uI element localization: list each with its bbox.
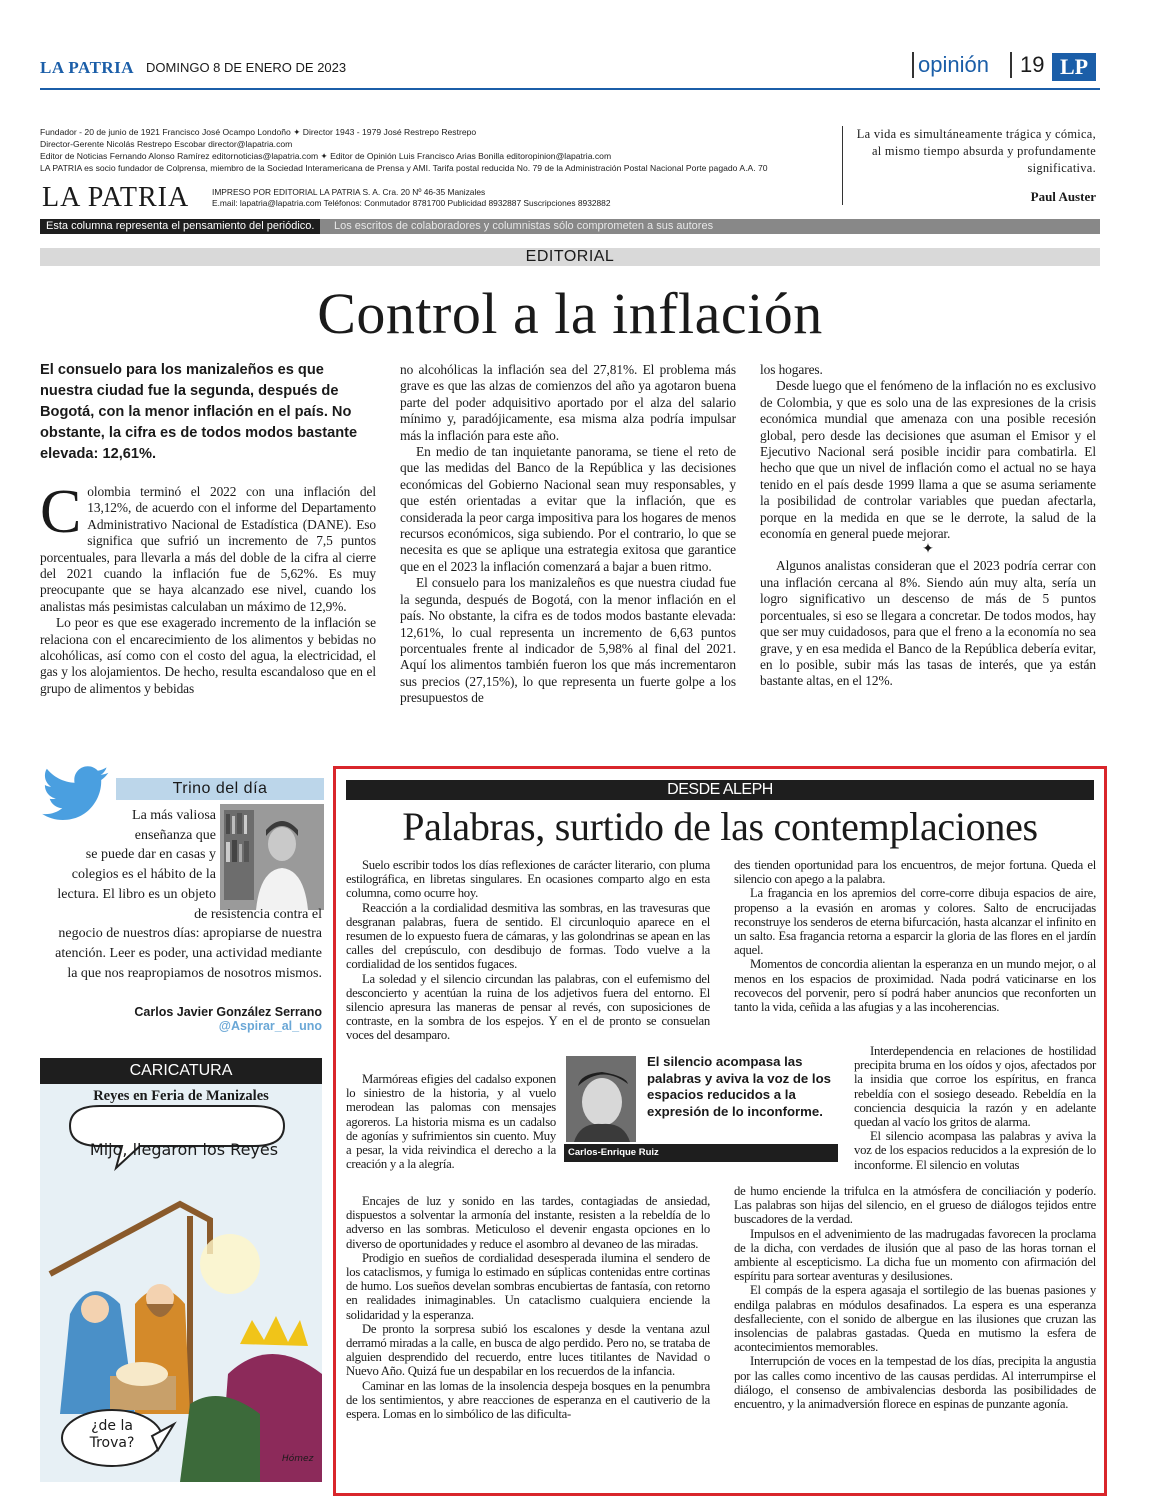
- columnist-photo: [566, 1056, 636, 1142]
- disclaimer-left: Esta columna representa el pensamiento del periódico.: [40, 219, 320, 234]
- paragraph: Prodigio en sueños de cordialidad desesperada ilumina el sendero de los cataclismos, y fumiga lo estimado en súplicas contenidas entre cortinas de humo. Los sueños develan sombras encubiertas de fantasía, con retorno en realidades inimaginables. Un cataclismo cualquiera enciende la solidaridad y la esperanza.: [346, 1250, 710, 1322]
- paragraph: Reacción a la cordialidad desmitiva las sombras, en las travesuras que desgranan palabras, fuera de sentido. El circunloquio aparece en el resumen de lo expuesto fuera de cámaras, y las golondrinas se apean en las calles del crepúsculo, con desdibujo de formas. Todo vuelve a la cordialidad de los sentidos fugaces.: [346, 900, 710, 972]
- aleph-column-1-lower: [346, 1194, 710, 1421]
- trino-text: [40, 806, 322, 983]
- aleph-title: Palabras, surtido de las contemplaciones: [402, 804, 1038, 849]
- paragraph: Desde luego que el fenómeno de la inflación no es exclusivo de Colombia, y que es solo una de las expresiones de la crisis económica mundial que amenaza con una posible recesión global, pero desde las decisiones que asuman el Emisor y el Ejecutivo Nacional será posible incidir para combatirla. El hecho que que un nivel de inflación como el actual no se haya tenido en el país desde 1999 llama a que se asuma seriamente la posibilidad de controlar variables que puedan afectarla, porque en la medida en que se le derrote, la salud de la economía en general puede mejorar.: [760, 378, 1096, 542]
- aleph-column-2-lower: [734, 1184, 1096, 1411]
- trino-line: La más valiosa: [132, 808, 216, 823]
- aleph-column-1: [346, 858, 710, 1043]
- quote-author: Paul Auster: [1030, 189, 1096, 204]
- paragraph: El silencio acompasa las palabras y aviva la voz de los espacios reducidos a la expresión de lo inconforme. El silencio en volutas: [854, 1129, 1096, 1172]
- editorial-title: Control a la inflación: [317, 281, 823, 346]
- masthead-logo: LA PATRIA: [40, 58, 135, 77]
- trino-line: de resistencia contra el: [194, 906, 322, 922]
- drop-cap: C: [40, 478, 82, 546]
- editorial-column-3: [760, 362, 1096, 690]
- editorial-column-2: [400, 362, 736, 707]
- trino-label: Trino del día: [172, 780, 268, 797]
- paragraph: Impulsos en el advenimiento de las madrugadas favorecen la proclama de la dicha, con verdades de ilusión que al paso de las horas tornan el ambiente al escepticismo. La dicha fue un momento con afirmación del espíritu para sortear aventuras y desilusiones.: [734, 1226, 1096, 1284]
- cartoon-speech-2: ¿de la Trova?: [89, 1418, 135, 1451]
- aleph-label: DESDE ALEPH: [667, 781, 773, 798]
- paragraph: En medio de tan inquietante panorama, se tiene el reto de que las medidas del Banco de la República y las decisiones económicas del Gobierno Nacional sean muy responsables, y que estén orientadas a evitar que la inflación, que es considerada la peor carga impositiva para los hogares de menos recursos económicos, siga subiendo. Por el contrario, lo que se necesita es que se aplique una estrategia exitosa que garantice que en el 2023 la inflación comenzará a bajar a buen ritmo.: [400, 444, 736, 574]
- author-byline: Carlos-Enrique Ruiz: [568, 1147, 659, 1158]
- paragraph: Suelo escribir todos los días reflexiones de carácter literario, con pluma estilográfica, en libretas singulares. En ocasiones comparto algo en esta columna, como ocurre hoy.: [346, 858, 710, 901]
- header-rule: [40, 88, 1100, 90]
- paragraph: Caminar en las lomas de la insolencia despeja bosques en la penumbra de los sentimientos, y abre reacciones de esperanza en el cautiverio de la espera. Lomas en lo simbólico de las dificulta-: [346, 1378, 710, 1422]
- paragraph: La fragancia en los apremios del corre-corre dibuja espacios de aire, propenso a la evasión en aromas y colores. Salto de encrucijadas reconstruye los senderos de eterna bifurcación, hasta alcanzar el infinito en un salto. Esa fragancia retorna a esparcir la gloria de las flores en el jardín aquel.: [734, 886, 1096, 958]
- paragraph: El compás de la espera agasaja el sortilegio de las buenas pasiones y endilga palabras en módulos desafinados. La espera es una esperanza desfalleciente, con el sonido de albergue en las ilusiones que cruzan las insolencias de palabras gastadas. Queda en mutismo la esfera de acontecimientos memorables.: [734, 1283, 1096, 1355]
- paragraph: Interdependencia en relaciones de hostilidad precipita bruma en los oídos y ojos, afectados por la insidia que corroe los espíritus, en franca rebeldía con el sosiego deseado. Rebeldía en la conciencia desquicia la razón y en adelante quedan al vacío los gritos de alarma.: [854, 1044, 1096, 1130]
- trino-line: colegios es el hábito de la: [71, 867, 216, 883]
- trino-handle[interactable]: @Aspirar_al_uno: [218, 1019, 322, 1033]
- issue-date: DOMINGO 8 DE ENERO DE 2023: [146, 60, 347, 75]
- disclaimer-right: Los escritos de colaboradores y columnistas sólo comprometen a sus autores: [334, 220, 714, 232]
- staff-line: Editor de Noticias Fernando Alonso Ramírez editornoticias@lapatria.com ✦ Editor de Opinión Luis Francisco Arias Bonilla editoropinion@lapatria.com: [40, 151, 612, 161]
- trino-author: Carlos Javier González Serrano: [134, 1005, 322, 1019]
- newspaper-logo: LA PATRIA: [42, 182, 190, 213]
- cartoon-speech-1: Mijo, llegaron los Reyes: [89, 1140, 279, 1159]
- editorial-label: EDITORIAL: [525, 248, 615, 265]
- staff-line: LA PATRIA es socio fundador de Colprensa, miembro de la Sociedad Interamericana de Prensa y AMI. Tarifa postal reducida No. 79 de la Administración Postal Nacional Porte pagado A.A. 70: [40, 163, 768, 173]
- cartoon-signature: Hómez: [282, 1454, 314, 1464]
- aleph-column-2-narrow: [854, 1044, 1096, 1172]
- trino-line: enseñanza que: [134, 827, 216, 843]
- cartoon-title: Reyes en Feria de Manizales: [93, 1088, 269, 1104]
- aleph-column-2: [734, 858, 1096, 1014]
- printer-info: [212, 187, 772, 209]
- separator-icon: ✦: [922, 542, 934, 558]
- paragraph: Interrupción de voces en la tempestad de los días, precipita la angustia por las calles como incentivo de las causas perdidas. Al interrumpirse el diálogo, el consenso de ambivalencias desborda las posibilidades de encuentro, y la animadversión florece en espinas de punzante agonía.: [734, 1354, 1096, 1412]
- printer-line: IMPRESO POR EDITORIAL LA PATRIA S. A. Cra. 20 Nº 46-35 Manizales: [212, 187, 486, 197]
- trino-line: lectura. El libro es un objeto: [57, 886, 216, 902]
- trino-line: atención. Leer es poder, una actividad mediante: [55, 945, 322, 961]
- paragraph: Momentos de concordia alientan la esperanza en un mundo mejor, o al menos en los espacios de proximidad. Nada podrá vaticinarse en los recovecos del porvenir, pero sí podrá haber anuncios que reconforten un tanto la vida, ceñida a las afugias y a las incoherencias.: [734, 957, 1096, 1015]
- editorial-lead: El consuelo para los manizaleños es que nuestra ciudad fue la segunda, después de Bogotá, con la menor inflación en el país. No obstante, la cifra es de todos modos bastante elevada: 12,61%.: [40, 362, 358, 462]
- paragraph: Lo peor es que ese exagerado incremento de la inflación se relaciona con el encarecimiento de los alimentos y bebidas no alcohólicas, así como con el costo del agua, la electricidad, el gas y los alojamientos. De hecho, resulta escandaloso que en el grupo de alimentos y bebidas: [40, 615, 376, 696]
- trino-line: se puede dar en casas y: [85, 847, 216, 863]
- aleph-column-1-narrow: [346, 1072, 556, 1171]
- trino-line: negocio de nuestros días: apropiarse de nuestra: [58, 926, 322, 942]
- paragraph: De pronto la sorpresa subió los escalones y desde la ventana azul derramó miradas a la calle, en busca de algo perdido. Pero no, se trataba de alguien desprendido del recuerdo, entre luces titilantes de Navidad o Nuevo Año. Quizá fue un despabilar en los recuerdos de la infancia.: [346, 1321, 710, 1379]
- paragraph: no alcohólicas la inflación sea del 27,81%. El problema más grave es que las alzas de comienzos del año ya agotaron buena parte del poder adquisitivo aportado por el alza del salario mínimo y, paradójicamente, esa misma alza podría impulsar más la inflación para este año.: [400, 362, 736, 443]
- paragraph: de humo enciende la trifulca en la atmósfera de conciliación y poderío. Las palabras son hijas del silencio, en el grueso de diálogos tejidos entre buscadores de la verdad.: [734, 1184, 1096, 1227]
- quote-box: [842, 126, 1096, 205]
- lp-logo: LP: [1052, 53, 1096, 81]
- editorial-column-1: [40, 478, 376, 697]
- staff-line: Director-Gerente Nicolás Restrepo Escobar director@lapatria.com: [40, 139, 293, 149]
- staff-box: [40, 126, 820, 174]
- paragraph: Colombia terminó el 2022 con una inflación del 13,12%, de acuerdo con el informe del Departamento Administrativo Nacional de Estadística (DANE). Eso significa que sufrió un incremento de 7,5 puntos porcentuales, para llevarla a más del doble de la cifra al cierre del 2021 cuando la inflación fue de 5,62%. Es muy preocupante que se haya alcanzado ese nivel, cuando los analistas más pesimistas calculaban un máximo de 12,9%.: [40, 478, 376, 614]
- trino-line: la que nos reapropiamos de nosotros mismos.: [67, 965, 322, 981]
- printer-line: E.mail: lapatria@lapatria.com Teléfonos: Conmutador 8781700 Publicidad 8932887 Suscripciones 8932882: [212, 198, 611, 208]
- paragraph: los hogares.: [760, 362, 823, 377]
- paragraph: Marmóreas efigies del cadalso exponen lo siniestro de la historia, y al vuelo merodean las palomas con mensajes agoreros. La historia misma es un cadalso de agonías y sufrimientos sin cuento. Muy a pesar, la vida reivindica el derecho a la creación y a la alegría.: [346, 1072, 556, 1172]
- paragraph: El consuelo para los manizaleños es que nuestra ciudad fue la segunda, después de Bogotá, con la menor inflación en el país. No obstante, la cifra es de todos modos bastante elevada: 12,61%, lo cual representa un incremento de 6,63 puntos porcentuales frente al indicador de 5,98% al final del 2021. Aquí los alimentos también fueron los que más incrementaron sus precios (27,15%), lo que representa un fuerte golpe a los presupuestos de: [400, 575, 736, 706]
- quote-text: La vida es simultáneamente trágica y cómica, al mismo tiempo absurda y profundamente significativa.: [856, 127, 1096, 175]
- pull-quote: El silencio acompasa las palabras y aviva la voz de los espacios reducidos a la expresión de lo inconforme.: [647, 1054, 831, 1119]
- paragraph: La soledad y el silencio circundan las palabras, con el eufemismo del desconcierto y acentúan la ruina de los adjetivos fuera del entorno. El silencio apresura las maneras de pensar al revés, con suposiciones de contraste, en la sombra de los espejos. Y en el de pronto se consuelan voces del desamparo.: [346, 971, 710, 1043]
- paragraph: Encajes de luz y sonido en las tardes, contagiadas de ansiedad, dispuestos a solventar la armonía del instante, resisten a la rebeldía de lo adverso en las sombras. Meticuloso el devenir engasta opciones en lo diverso de oportunidades y reduce el asombro al devaneo de las miradas.: [346, 1194, 710, 1251]
- paragraph: des tienden oportunidad para los encuentros, de mejor fortuna. Queda el silencio con apego a la palabra.: [734, 858, 1096, 887]
- section-name: opinión: [912, 52, 989, 78]
- caricatura-label: CARICATURA: [129, 1062, 233, 1079]
- paragraph: Algunos analistas consideran que el 2023 podría cerrar con una inflación cercana al 8%. Siendo aún muy alta, sería un logro significativo un descenso de más de 5 puntos porcentuales, si eso se llegara a concretar. De todos modos, hay que ser muy cuidadosos, para que el freno a la economía no sea grave, y en esa medida el Banco de la República debería evitar, en lo posible, subir más las tasas de interés, que ya están bastante altas, en el 12%.: [760, 558, 1096, 689]
- staff-line: Fundador - 20 de junio de 1921 Francisco José Ocampo Londoño ✦ Director 1943 - 1979 José Restrepo Restrepo: [40, 127, 477, 137]
- page-number: 19: [1010, 52, 1044, 78]
